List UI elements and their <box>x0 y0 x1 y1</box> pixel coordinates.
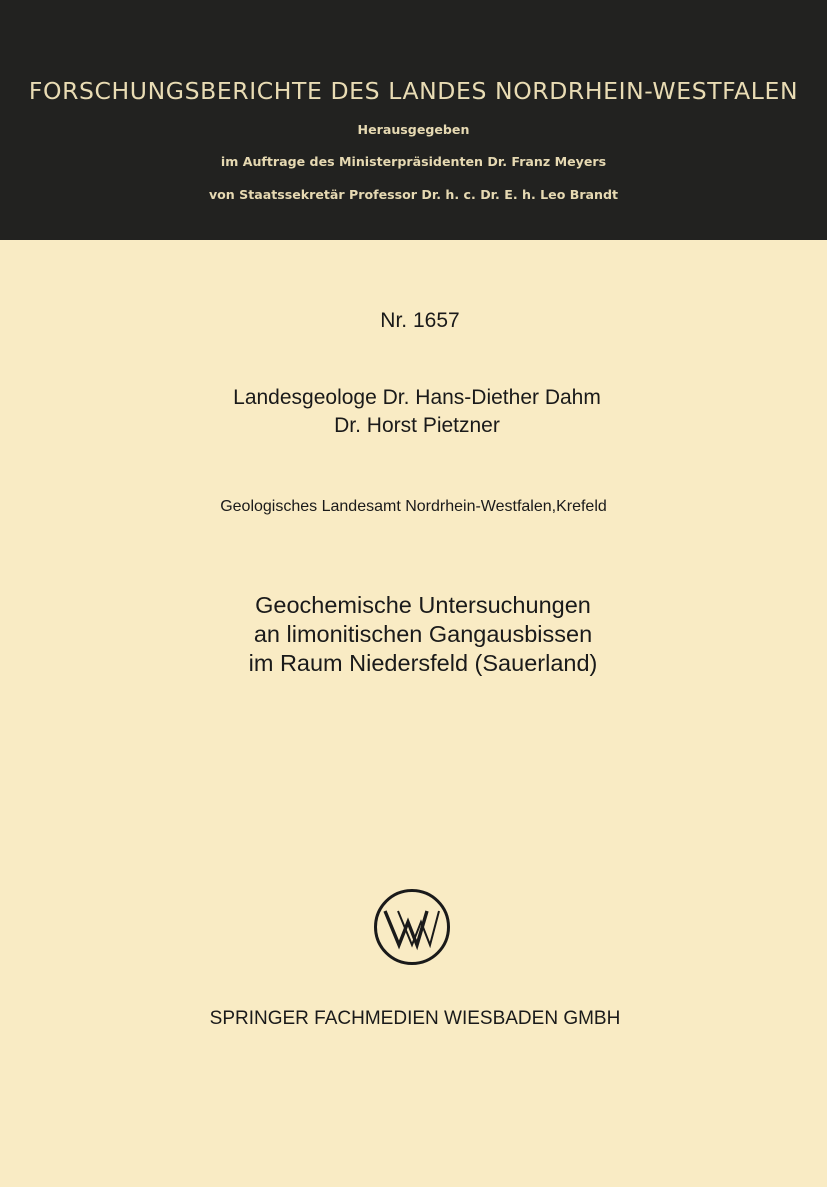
editor-line-published: Herausgegeben <box>357 122 470 137</box>
series-header-band <box>0 0 827 240</box>
editor-line-commission: im Auftrage des Ministerpräsidenten Dr. Franz Meyers <box>220 154 607 169</box>
title-line-1: Geochemische Untersuchungen <box>255 592 591 618</box>
westdeutscher-verlag-logo-icon <box>372 887 452 967</box>
author-2: Dr. Horst Pietzner <box>334 414 500 437</box>
editor-line-editor: von Staatssekretär Professor Dr. h. c. Dr. E. h. Leo Brandt <box>208 187 619 202</box>
title-line-3: im Raum Niedersfeld (Sauerland) <box>248 650 598 676</box>
issue-number: Nr. 1657 <box>380 309 460 332</box>
institution: Geologisches Landesamt Nordrhein-Westfalen,Krefeld <box>220 498 607 515</box>
series-title: FORSCHUNGSBERICHTE DES LANDES NORDRHEIN-WESTFALEN <box>28 77 799 105</box>
publisher-name: SPRINGER FACHMEDIEN WIESBADEN GMBH <box>209 1008 621 1029</box>
title-line-2: an limonitischen Gangausbissen <box>253 621 593 647</box>
author-1: Landesgeologe Dr. Hans-Diether Dahm <box>233 386 601 409</box>
